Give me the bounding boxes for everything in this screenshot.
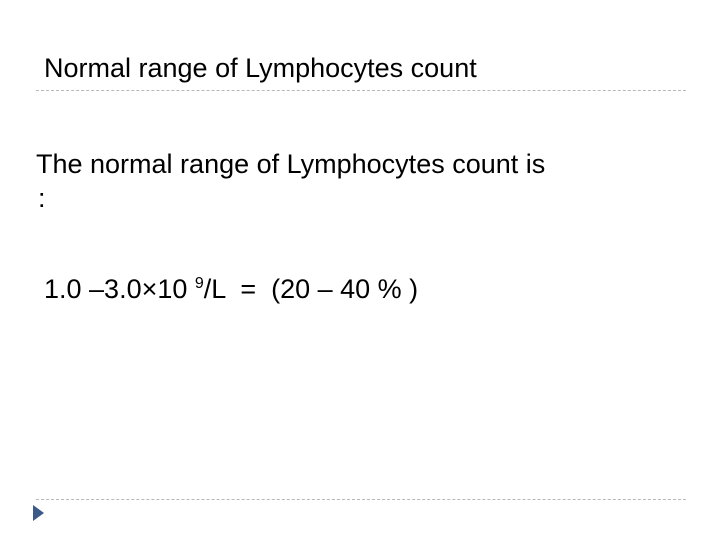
footer-divider [36, 499, 686, 500]
formula-exponent: 9 [194, 275, 204, 292]
body-text-line1: The normal range of Lymphocytes count is [36, 149, 546, 179]
triangle-bullet-icon [33, 505, 44, 521]
slide-title: Normal range of Lymphocytes count [44, 53, 477, 83]
formula-part2: /L = (20 – 40 % ) [203, 274, 419, 304]
formula [44, 271, 418, 312]
formula-part1: 1.0 –3.0×10 [44, 274, 195, 304]
title-divider [36, 90, 686, 91]
body-text-line2: : [38, 183, 46, 213]
